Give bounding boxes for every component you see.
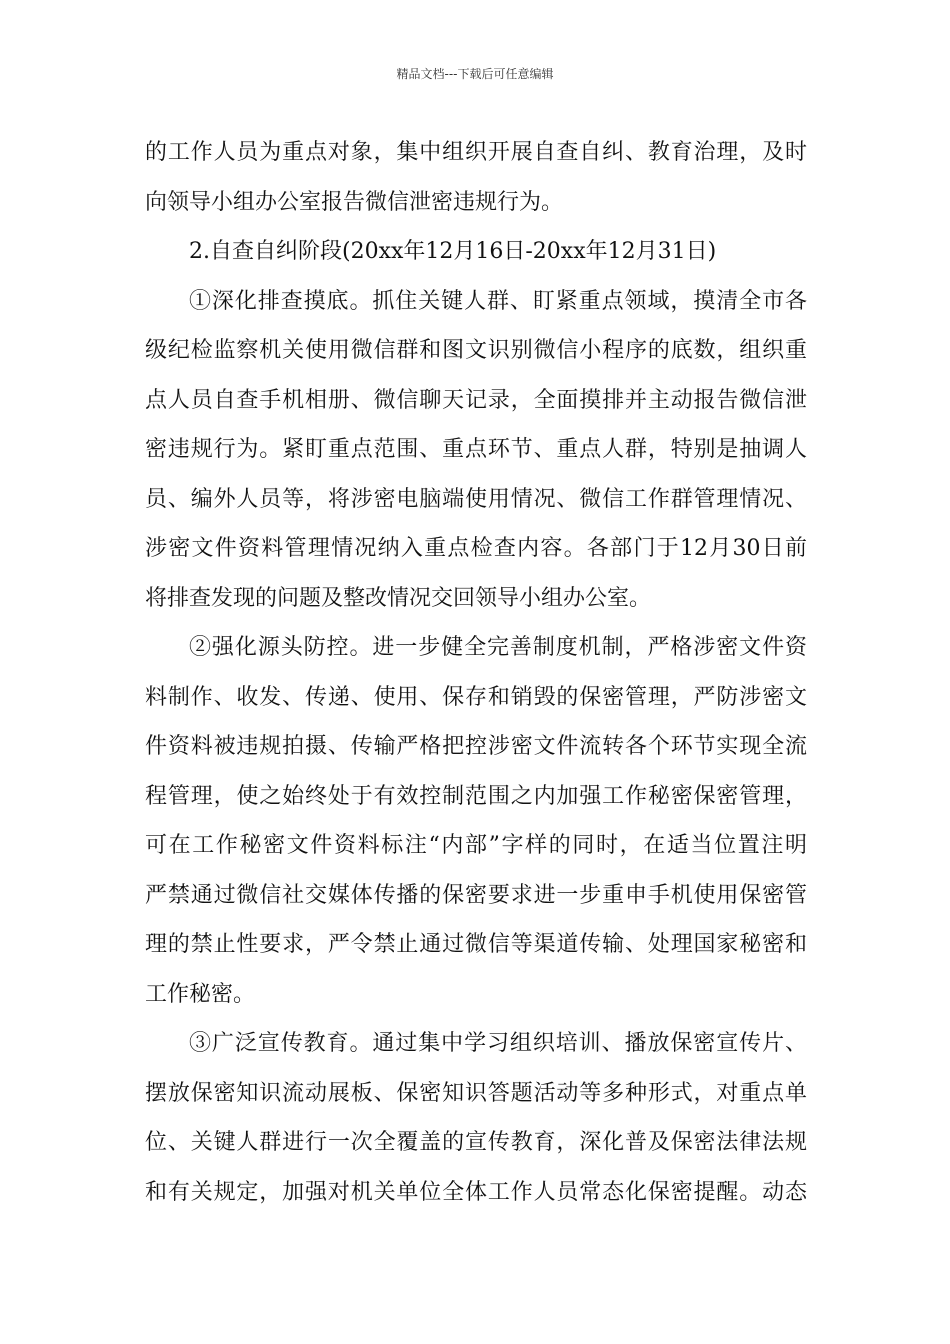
text-line: 点人员自查手机相册、微信聊天记录，全面摸排并主动报告微信泄 [145, 387, 807, 413]
text-line: 向领导小组办公室报告微信泄密违规行为。 [145, 189, 564, 215]
text-line: 严禁通过微信社交媒体传播的保密要求进一步重申手机使用保密管 [145, 882, 807, 908]
text-line: 和有关规定，加强对机关单位全体工作人员常态化保密提醒。动态 [145, 1179, 807, 1205]
text-line: 将排查发现的问题及整改情况交回领导小组办公室。 [145, 585, 652, 611]
text-line: 料制作、收发、传递、使用、保存和销毁的保密管理，严防涉密文 [145, 684, 807, 710]
text-line: 工作秘密。 [145, 981, 256, 1007]
text-line: ②强化源头防控。进一步健全完善制度机制，严格涉密文件资 [189, 635, 807, 660]
text-line: 级纪检监察机关使用微信群和图文识别微信小程序的底数，组织重 [145, 338, 807, 363]
text-line: 涉密文件资料管理情况纳入重点检查内容。各部门于12月30日前 [145, 536, 807, 561]
document-body [145, 128, 807, 1217]
text-line: 2.自查自纠阶段(20xx年12月16日-20xx年12月31日) [189, 239, 717, 264]
text-line: 密违规行为。紧盯重点范围、重点环节、重点人群，特别是抽调人 [145, 437, 807, 462]
text-line: 摆放保密知识流动展板、保密知识答题活动等多种形式，对重点单 [145, 1080, 807, 1106]
text-line: 的工作人员为重点对象，集中组织开展自查自纠、教育治理，及时 [145, 140, 807, 165]
text-line: 件资料被违规拍摄、传输严格把控涉密文件流转各个环节实现全流 [145, 734, 807, 759]
text-line: 员、编外人员等，将涉密电脑端使用情况、微信工作群管理情况、 [145, 486, 807, 512]
text-line: 理的禁止性要求，严令禁止通过微信等渠道传输、处理国家秘密和 [145, 932, 807, 957]
text-line: ①深化排查摸底。抓住关键人群、盯紧重点领域，摸清全市各 [189, 288, 807, 314]
text-line: ③广泛宣传教育。通过集中学习组织培训、播放保密宣传片、 [189, 1031, 807, 1056]
text-line: 程管理，使之始终处于有效控制范围之内加强工作秘密保密管理， [145, 783, 807, 809]
page-header: 精品文档---下载后可任意编辑 [396, 67, 554, 81]
text-line: 位、关键人群进行一次全覆盖的宣传教育，深化普及保密法律法规 [145, 1130, 807, 1155]
text-line: 可在工作秘密文件资料标注“内部”字样的同时，在适当位置注明 [145, 833, 807, 858]
